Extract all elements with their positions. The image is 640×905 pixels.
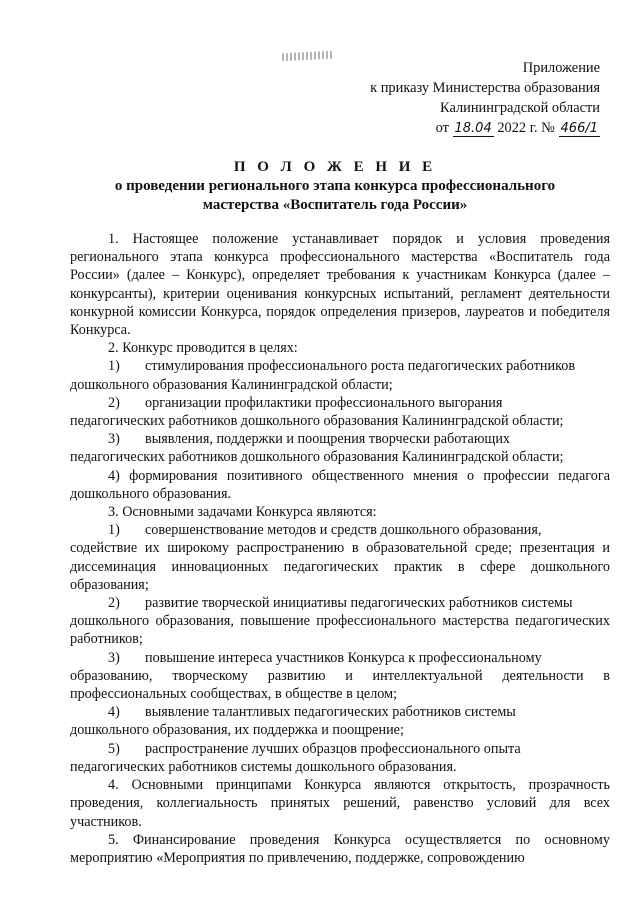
goal-number: 2) (108, 394, 120, 411)
scan-artifact (282, 51, 332, 62)
goal-item-2 (70, 394, 610, 412)
task-text: повышение интереса участников Конкурса к профессиональному (145, 649, 542, 666)
task-text: развитие творческой инициативы педагогических работников системы (145, 595, 573, 612)
task-item-1 (70, 521, 610, 539)
paragraph-1: 1. Настоящее положение устанавливает порядок и условия проведения регионального этапа конкурса профессионального мастерства «Воспитатель года России» (далее – Конкурс), определяет требования к участникам Конкурса (далее – конкурсанты), критерии оценивания конкурсных испытаний, регламент деятельности конкурной комиссии Конкурса, порядок определения призеров, лауреатов и победителя Конкурса. (70, 231, 610, 339)
date-prefix: от (435, 120, 449, 136)
task-number: 4) (108, 704, 120, 721)
goal-text: организации профилактики профессионального выгорания (145, 394, 503, 411)
goal-text: стимулирования профессионального роста педагогических работников (145, 358, 576, 375)
goal-item-1 (70, 357, 610, 375)
goal-text-cont: педагогических работников дошкольного образования Калининградской области; (70, 449, 564, 466)
task-text-cont: педагогических работников системы дошкольного образования. (70, 758, 457, 775)
goal-item-4: 4) формирования позитивного общественного мнения о профессии педагога дошкольного образования. (70, 467, 610, 502)
title-line-2: мастерства «Воспитатель года России» (202, 197, 468, 213)
appendix-line-2: к приказу Министерства образования (370, 80, 600, 96)
paragraph-2: 2. Конкурс проводится в целях: (108, 340, 298, 357)
task-number: 1) (108, 522, 120, 539)
task-text-cont: содействие их широкому распространению в образовательной среде; презентация и диссеминация инновационных педагогических практик в сфере дошкольного образования; (70, 540, 610, 593)
task-text: распространение лучших образцов профессионального опыта (145, 740, 521, 757)
handwritten-number: 466/1 (560, 121, 598, 136)
handwritten-date: 18.04 (454, 121, 492, 136)
task-item-5 (70, 740, 610, 758)
document-title (60, 158, 610, 215)
task-text: выявление талантливых педагогических работников системы (145, 704, 516, 721)
appendix-line-3: Калининградской области (440, 100, 600, 116)
task-item-2 (70, 594, 610, 612)
task-number: 5) (108, 740, 120, 757)
task-text-cont: образованию, творческому развитию и интеллектуальной деятельности в профессиональных сообществах, в обществе в целом; (70, 667, 610, 703)
goal-text: выявления, поддержки и поощрения творчески работающих (145, 431, 511, 448)
goal-item-3 (70, 430, 610, 448)
document-body (70, 230, 610, 867)
task-text: совершенствование методов и средств дошкольного образования, (145, 522, 542, 539)
title-heading: П О Л О Ж Е Н И Е (233, 159, 437, 175)
task-item-4 (70, 703, 610, 721)
title-line-1: о проведении регионального этапа конкурса профессионального (114, 178, 556, 194)
task-number: 2) (108, 595, 120, 612)
goal-number: 3) (108, 431, 120, 448)
task-number: 3) (108, 649, 120, 666)
appendix-date-line (330, 118, 600, 139)
appendix-line-1: Приложение (522, 60, 600, 76)
date-mid: 2022 г. № (497, 120, 555, 136)
goal-number: 1) (108, 358, 120, 375)
paragraph-4: 4. Основными принципами Конкурса являются открытость, прозрачность проведения, коллегиальность принятых решений, равенство условий для всех участников. (70, 777, 610, 830)
goal-text-cont: дошкольного образования Калининградской области; (70, 376, 393, 393)
paragraph-5: 5. Финансирование проведения Конкурса осуществляется по основному мероприятию «Мероприятия по привлечению, поддержке, сопровождению (70, 831, 610, 866)
paragraph-3: 3. Основными задачами Конкурса являются: (108, 504, 377, 521)
goal-text-cont: педагогических работников дошкольного образования Калининградской области; (70, 413, 564, 430)
appendix-header (330, 58, 600, 139)
task-item-3 (70, 649, 610, 667)
task-text-cont: дошкольного образования, их поддержка и поощрение; (70, 722, 404, 739)
task-text-cont: дошкольного образования, повышение профессионального мастерства педагогических работников; (70, 613, 610, 648)
